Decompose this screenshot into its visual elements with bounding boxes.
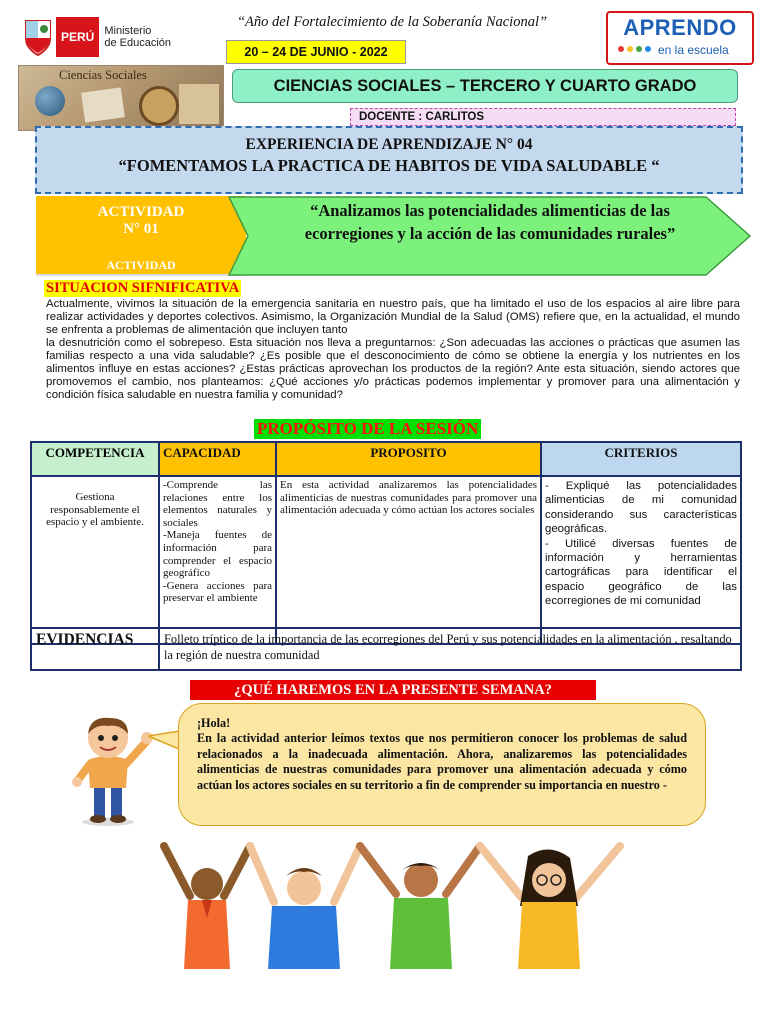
ministry-name-line-2: de Educación bbox=[104, 37, 172, 49]
header-competencia: COMPETENCIA bbox=[31, 442, 159, 476]
evidence-label: EVIDENCIAS bbox=[31, 628, 159, 670]
map-icon bbox=[179, 84, 219, 124]
date-badge: 20 – 24 DE JUNIO - 2022 bbox=[226, 40, 406, 64]
table-row bbox=[31, 628, 741, 670]
activity-title: “Analizamos las potencialidades alimenticias de las ecorregiones y la acción de las comunidades rurales” bbox=[304, 201, 676, 243]
experience-box bbox=[35, 126, 743, 194]
speech-greeting: ¡Hola! bbox=[197, 716, 231, 730]
social-sciences-image bbox=[18, 65, 224, 131]
criterios-cell bbox=[541, 476, 741, 644]
person-4 bbox=[480, 846, 620, 969]
speech-text: En la actividad anterior leímos textos que nos permitieron conocer los problemas de salud relacionados a la inadecuada alimentación. Ahora, analizaremos las potencialidades alimenticias de nuestras comunidades para promover una alimentación adecuada y cómo actúan los actores sociales en su territorio a fin de comprender su importancia en nuestro - bbox=[197, 731, 687, 792]
header-capacidad: CAPACIDAD bbox=[159, 442, 276, 476]
evidence-text: Folleto tríptico de la importancia de las ecorregiones del Perú y sus potencialidades en la alimentación , resaltando la región de nuestra comunidad bbox=[159, 628, 741, 670]
situation-paragraph-2: la desnutrición como el sobrepeso. Esta situación nos lleva a preguntarnos: ¿Son adecuadas las acciones o prácticas que asumen las familias respecto a una vida saludable? ¿Es posible que el desconocimiento de cómo se obtiene la energía y los nutrientes en los alimentos influye en estas acciones? ¿Estas prácticas aprovechan los productos de la región? Ante esta situación, siendo actores que promovemos el cambio, nos planteamos: ¿Qué acciones y/o prácticas podemos implementar y promover para una alimentación y condición física saludable en nuestra familia y comunidad? bbox=[46, 337, 740, 401]
year-motto: “Año del Fortalecimiento de la Soberanía Nacional” bbox=[236, 14, 548, 30]
experience-title: “FOMENTAMOS LA PRACTICA DE HABITOS DE VIDA SALUDABLE “ bbox=[118, 156, 660, 175]
aprendo-subtitle: en la escuela bbox=[658, 43, 729, 57]
header-proposito: PROPOSITO bbox=[276, 442, 541, 476]
experience-number: EXPERIENCIA DE APRENDIZAJE N° 04 bbox=[245, 136, 533, 153]
activity-label: ACTIVIDAD bbox=[97, 204, 185, 220]
capacidad-cell bbox=[159, 476, 276, 644]
criterio-item: - Utilicé diversas fuentes de información y herramientas cartográficas para identificar el espacio geográfico de las ecorregiones de mi comunidad bbox=[545, 537, 737, 608]
criterio-item: - Expliqué las potencialidades alimenticias de mi comunidad considerando sus características geográficas. bbox=[545, 480, 737, 536]
proposito-cell: En esta actividad analizaremos las potencialidades alimenticias de nuestras comunidades para promover una alimentación adecuada y cómo actúan los actores sociales bbox=[276, 476, 541, 644]
teacher-label: DOCENTE : CARLITOS bbox=[350, 108, 736, 126]
evidence-table bbox=[30, 627, 742, 671]
speech-bubble bbox=[178, 703, 706, 826]
capacidad-item: -Comprende las relaciones entre los elementos naturales y sociales bbox=[163, 479, 272, 529]
situation-title: SITUACION SIFNIFICATIVA bbox=[46, 280, 240, 296]
waving-boy-illustration bbox=[58, 712, 158, 827]
person-2 bbox=[250, 846, 360, 969]
capacidad-item: -Maneja fuentes de información para comprender el espacio geográfico bbox=[163, 529, 272, 580]
book-icon bbox=[81, 87, 125, 122]
purpose-table-header-row bbox=[31, 442, 741, 476]
purpose-table bbox=[30, 441, 742, 645]
globe-icon bbox=[35, 86, 65, 116]
compass-icon bbox=[139, 86, 179, 126]
social-sciences-image-title: Ciencias Sociales bbox=[59, 68, 147, 82]
people-holding-hands-illustration bbox=[150, 836, 638, 969]
aprendo-logo bbox=[606, 11, 754, 65]
peru-shield-icon bbox=[22, 17, 54, 57]
aprendo-title: APRENDO bbox=[623, 15, 737, 40]
color-dots-icon bbox=[618, 46, 651, 52]
ministry-name-line-1: Ministerio bbox=[104, 25, 152, 37]
ministry-logo bbox=[22, 14, 172, 60]
competencia-cell: Gestiona responsablemente el espacio y el ambiente. bbox=[31, 476, 159, 644]
table-row bbox=[31, 476, 741, 644]
week-title: ¿QUÉ HAREMOS EN LA PRESENTE SEMANA? bbox=[190, 680, 596, 700]
purpose-title: PROPÓSITO DE LA SESIÓN bbox=[254, 419, 481, 439]
activity-label-repeat: ACTIVIDAD bbox=[106, 258, 176, 272]
course-title: CIENCIAS SOCIALES – TERCERO Y CUARTO GRADO bbox=[232, 69, 738, 103]
situation-text bbox=[46, 298, 740, 402]
situation-paragraph-1: Actualmente, vivimos la situación de la emergencia sanitaria en nuestro país, que ha limitado el uso de los espacios al aire libre para realizar actividades y deportes colectivos. Asimismo, la Organización Mundial de la Salud (OMS) refiere que, en la actualidad, el mundo se enfrenta a problemas de alimentación que incluyen tanto bbox=[46, 298, 740, 336]
activity-number: N° 01 bbox=[123, 221, 159, 237]
peru-badge: PERÚ bbox=[56, 17, 99, 57]
person-3 bbox=[360, 846, 480, 969]
ministry-name bbox=[99, 25, 171, 49]
capacidad-item: -Genera acciones para preservar el ambiente bbox=[163, 579, 272, 605]
header-criterios: CRITERIOS bbox=[541, 442, 741, 476]
activity-label-box bbox=[36, 196, 246, 276]
person-1 bbox=[164, 846, 250, 969]
